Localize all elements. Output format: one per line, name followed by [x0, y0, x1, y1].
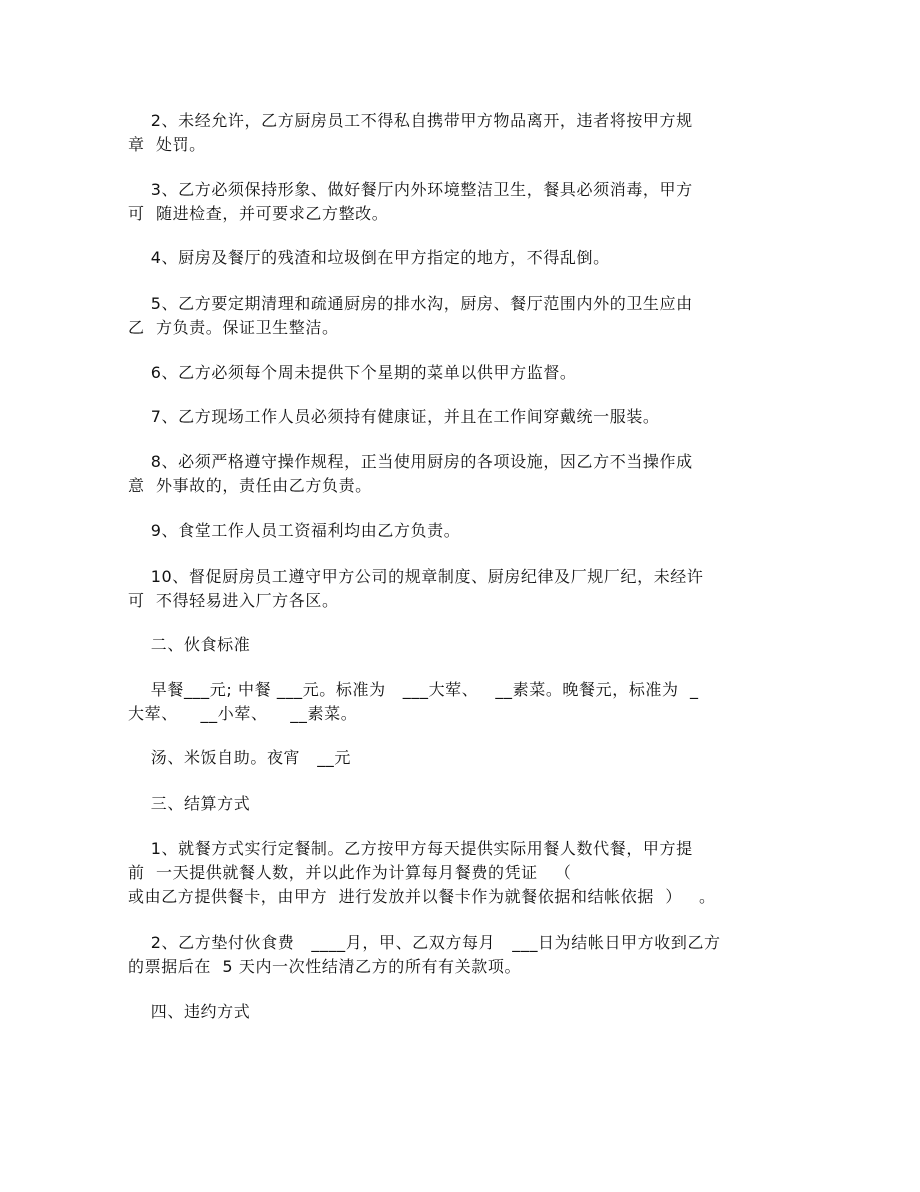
settlement-1-line-1: 1、就餐方式实行定餐制。乙方按甲方每天提供实际用餐人数代餐，甲方提 — [128, 839, 693, 858]
clause-2-line-1: 2、未经允许，乙方厨房员工不得私自携带甲方物品离开，违者将按甲方规 — [128, 111, 693, 130]
meal-standard-line-3: 汤、米饭自助。夜宵 __元 — [128, 748, 352, 767]
meal-standard-line-1: 早餐___元; 中餐 ___元。标准为 ___大荤、 __素菜。晚餐元，标准为 _ — [128, 680, 699, 699]
section-heading-settlement: 三、结算方式 — [128, 794, 251, 813]
clause-8-line-1: 8、必须严格遵守操作规程，正当使用厨房的各项设施，因乙方不当操作成 — [128, 452, 693, 471]
meal-standard-line-2: 大荤、 __小荤、 __素菜。 — [128, 704, 358, 723]
section-heading-meal-standard: 二、伙食标准 — [128, 635, 251, 654]
clause-3-line-1: 3、乙方必须保持形象、做好餐厅内外环境整洁卫生，餐具必须消毒，甲方 — [128, 180, 693, 199]
section-heading-breach: 四、违约方式 — [128, 1002, 251, 1021]
settlement-2-line-2: 的票据后在 5 天内一次性结清乙方的所有有关款项。 — [128, 957, 522, 976]
clause-9: 9、食堂工作人员工资福利均由乙方负责。 — [128, 521, 461, 540]
clause-5-line-1: 5、乙方要定期清理和疏通厨房的排水沟，厨房、餐厅范围内外的卫生应由 — [128, 294, 693, 313]
clause-10-line-2: 可 不得轻易进入厂方各区。 — [128, 591, 339, 610]
settlement-1-line-2: 前 一天提供就餐人数，并以此作为计算每月餐费的凭证 （ — [128, 863, 572, 882]
clause-3-line-2: 可 随进检查，并可要求乙方整改。 — [128, 204, 389, 223]
clause-5-line-2: 乙 方负责。保证卫生整洁。 — [128, 318, 339, 337]
clause-10-line-1: 10、督促厨房员工遵守甲方公司的规章制度、厨房纪律及厂规厂纪，未经许 — [128, 567, 704, 586]
clause-8-line-2: 意 外事故的，责任由乙方负责。 — [128, 476, 372, 495]
clause-2-line-2: 章 处罚。 — [128, 135, 206, 154]
settlement-2-line-1: 2、乙方垫付伙食费 ____月，甲、乙双方每月 ___日为结帐日甲方收到乙方 — [128, 933, 721, 952]
clause-4: 4、厨房及餐厅的残渣和垃圾倒在甲方指定的地方，不得乱倒。 — [128, 248, 610, 267]
clause-7: 7、乙方现场工作人员必须持有健康证，并且在工作间穿戴统一服装。 — [128, 407, 660, 426]
settlement-1-line-3: 或由乙方提供餐卡，由甲方 进行发放并以餐卡作为就餐依据和结帐依据 ） 。 — [128, 887, 716, 906]
clause-6: 6、乙方必须每个周未提供下个星期的菜单以供甲方监督。 — [128, 363, 577, 382]
